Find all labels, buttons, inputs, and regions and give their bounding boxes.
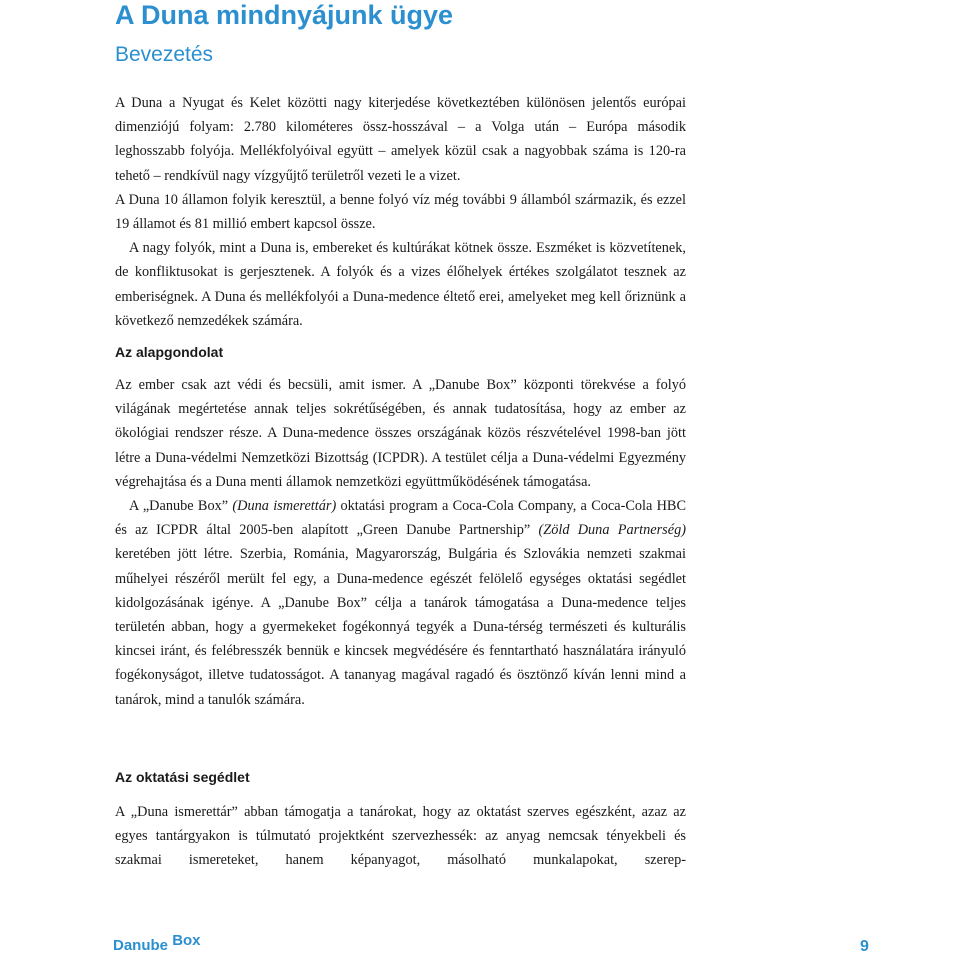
section-heading-segedlet: Az oktatási segédlet	[115, 769, 250, 785]
brand-word-danube: Danube	[113, 937, 169, 954]
section-heading-alapgondolat: Az alapgondolat	[115, 344, 224, 360]
segedlet-paragraph-1: A „Duna ismerettár” abban támogatja a tanárokat, hogy az oktatást szerves egészként, azaz az egyes tantárgyakon is túlmutató projektként szervezhessék: az anyag nemcsak tényekbeli és szakmai ismereteket, hanem képanyagot, másolható munkalapokat, szerep-	[115, 804, 686, 869]
segedlet-section	[115, 800, 686, 873]
italic-run: (Zöld Duna Partnerség)	[538, 522, 686, 539]
italic-run: (Duna ismerettár)	[232, 498, 337, 515]
brand-word-box: Box	[172, 932, 201, 949]
text-run: oktatási program a Coca-Cola Company, a Coca-Cola HBC és az ICPDR által 2005-ben alapított „Green Danube Partnership”	[115, 498, 687, 539]
alapgondolat-paragraph-1: Az ember csak azt védi és becsüli, amit ismer. A „Danube Box” központi törekvése a folyó világának megértetése annak teljes sokrétűségében, és annak tudatosítása, hogy az ember az ökológiai rendszer része. A Duna-medence összes országának közös részvételével 1998-ban jött létre a Duna-védelmi Nemzetközi Bizottság (ICPDR). A testület célja a Duna-védelmi Egyezmény végrehajtása és a Duna menti államok nemzetközi együttműködésének támogatása.	[115, 377, 686, 490]
page-number: 9	[860, 938, 869, 955]
intro-section	[115, 91, 686, 333]
intro-paragraph-2: A Duna 10 államon folyik keresztül, a benne folyó víz még további 9 államból származik, és ezzel 19 államot és 81 millió embert kapcsol össze.	[115, 191, 686, 233]
footer-brand-logo	[113, 932, 201, 956]
page-title: A Duna mindnyájunk ügye	[115, 0, 454, 30]
text-run: A „Danube Box”	[129, 498, 233, 515]
page-subtitle: Bevezetés	[115, 43, 214, 66]
intro-paragraph-3: A nagy folyók, mint a Duna is, embereket és kultúrákat kötnek össze. Eszméket is közvetítenek, de konfliktusokat is gerjesztenek. A folyók és a vizes élőhelyek értékes szolgálatot tesznek az emberiségnek. A Duna és mellékfolyói a Duna-medence éltető erei, amelyeket meg kell őriznünk a következő nemzedékek számára.	[115, 240, 686, 329]
alapgondolat-section	[115, 373, 686, 712]
intro-paragraph-1: A Duna a Nyugat és Kelet közötti nagy kiterjedése következtében különösen jelentős európai dimenziójú folyam: 2.780 kilométeres össz-hosszával – a Volga után – Európa második leghosszabb folyója. Mellékfolyóival együtt – amelyek közül csak a nagyobbak száma is 120-ra tehető – rendkívül nagy vízgyűjtő területről vezeti le a vizet.	[115, 95, 686, 184]
alapgondolat-paragraph-2	[115, 494, 686, 712]
text-run: keretében jött létre. Szerbia, Románia, Magyarország, Bulgária és Szlovákia nemzeti szakmai műhelyei részéről merült fel egy, a Duna-medence egészét felölelő egységes oktatási segédlet kidolgozásának igénye. A „Danube Box” célja a tanárok támogatása a Duna-medence teljes területén abban, hogy a gyermekeket fogékonnyá tegyék a Duna-térség természeti és kulturális kincsei iránt, és felébresszék bennük e kincsek megvédésére és fenntartható használatára irányuló fogékonyságot, illetve tudatosságot. A tananyag magával ragadó és ösztönző kíván lenni mind a tanárok, mind a tanulók számára.	[115, 546, 686, 708]
